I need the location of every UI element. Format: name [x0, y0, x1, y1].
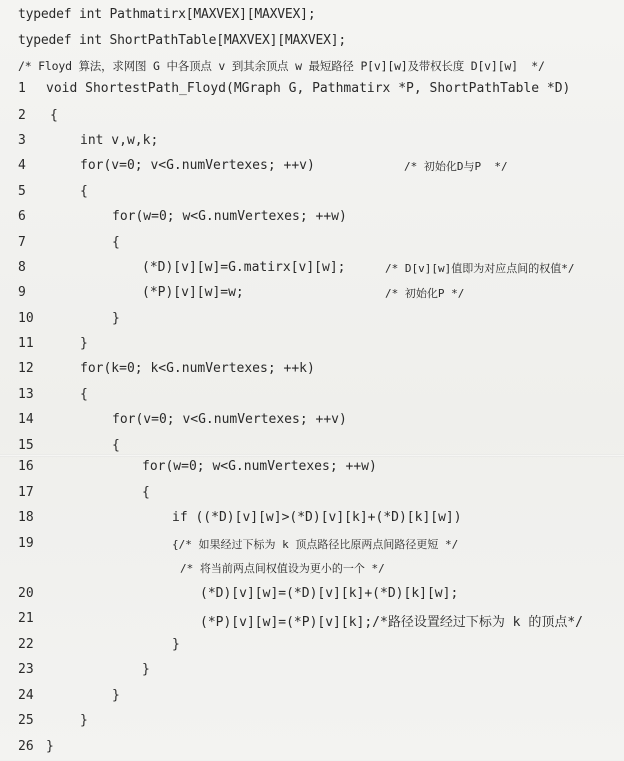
code-line	[0, 184, 624, 206]
code-line	[0, 611, 624, 633]
line-number: 26	[18, 739, 34, 754]
line-number: 23	[18, 662, 34, 677]
code-line	[0, 713, 624, 735]
code-line	[0, 311, 624, 333]
typedef-pathmatirx: typedef int Pathmatirx[MAXVEX][MAXVEX];	[18, 7, 316, 22]
code-text: {	[112, 235, 120, 250]
line-number: 5	[18, 184, 26, 199]
line-number: 24	[18, 688, 34, 703]
code-text: (*P)[v][w]=(*P)[v][k];/*路径设置经过下标为 k 的顶点*/	[200, 615, 583, 630]
line-number: 9	[18, 285, 26, 300]
line-number: 14	[18, 412, 34, 427]
code-text: for(v=0; v<G.numVertexes; ++v)	[80, 158, 315, 173]
line-number: 25	[18, 713, 34, 728]
code-text: for(k=0; k<G.numVertexes; ++k)	[80, 361, 315, 376]
line-number: 10	[18, 311, 34, 326]
line-number: 7	[18, 235, 26, 250]
code-line	[0, 108, 624, 130]
line-number: 20	[18, 586, 34, 601]
code-line	[0, 235, 624, 257]
code-line	[0, 412, 624, 434]
code-line	[0, 637, 624, 659]
inline-comment: /* D[v][w]值即为对应点间的权值*/	[385, 262, 575, 275]
code-text: (*P)[v][w]=w;	[142, 285, 244, 300]
code-text: void ShortestPath_Floyd(MGraph G, Pathmatirx *P, ShortPathTable *D)	[46, 81, 571, 96]
code-line	[0, 510, 624, 532]
code-line	[0, 459, 624, 481]
code-text: }	[80, 336, 88, 351]
code-text: {	[142, 485, 150, 500]
line-number: 2	[18, 108, 26, 123]
code-line	[0, 133, 624, 155]
line-number: 6	[18, 209, 26, 224]
code-line	[0, 387, 624, 409]
line-number: 3	[18, 133, 26, 148]
code-text: }	[46, 739, 54, 754]
code-line	[0, 158, 624, 180]
code-line	[0, 662, 624, 684]
code-text: {	[112, 438, 120, 453]
inline-comment: /* 初始化P */	[385, 287, 465, 300]
code-text: /* 将当前两点间权值设为更小的一个 */	[180, 562, 385, 575]
code-text: }	[172, 637, 180, 652]
typedef-shortpathtable: typedef int ShortPathTable[MAXVEX][MAXVEX];	[18, 33, 346, 48]
code-text: if ((*D)[v][w]>(*D)[v][k]+(*D)[k][w])	[172, 510, 462, 525]
code-text: {	[80, 387, 88, 402]
code-line	[0, 209, 624, 231]
code-line	[0, 688, 624, 710]
inline-comment: /* 初始化D与P */	[404, 160, 508, 173]
code-text: }	[112, 311, 120, 326]
code-line	[0, 81, 624, 103]
code-text: (*D)[v][w]=G.matirx[v][w];	[142, 260, 346, 275]
line-number: 22	[18, 637, 34, 652]
line-number: 21	[18, 611, 34, 626]
code-line	[0, 560, 624, 582]
code-line	[0, 336, 624, 358]
code-text: {	[50, 108, 58, 123]
line-number: 11	[18, 336, 34, 351]
code-text: for(v=0; v<G.numVertexes; ++v)	[112, 412, 347, 427]
code-line	[0, 361, 624, 383]
code-text: }	[142, 662, 150, 677]
floyd-description-comment: /* Floyd 算法，求网图 G 中各顶点 v 到其余顶点 w 最短路径 P[v][w]及带权长度 D[v][w] */	[18, 59, 545, 73]
code-text: for(w=0; w<G.numVertexes; ++w)	[142, 459, 377, 474]
line-number: 4	[18, 158, 26, 173]
line-number: 17	[18, 485, 34, 500]
line-number: 16	[18, 459, 34, 474]
code-line	[0, 285, 624, 307]
code-text: int v,w,k;	[80, 133, 159, 148]
code-text: {	[80, 184, 88, 199]
code-line	[0, 438, 624, 460]
line-number: 8	[18, 260, 26, 275]
code-line	[0, 739, 624, 761]
code-line	[0, 260, 624, 282]
line-number: 19	[18, 536, 34, 551]
code-text: {/* 如果经过下标为 k 顶点路径比原两点间路径更短 */	[172, 538, 459, 551]
code-text: }	[80, 713, 88, 728]
code-line	[0, 586, 624, 608]
code-line	[0, 485, 624, 507]
code-line	[0, 536, 624, 558]
code-text: (*D)[v][w]=(*D)[v][k]+(*D)[k][w];	[200, 586, 459, 601]
line-number: 18	[18, 510, 34, 525]
line-number: 12	[18, 361, 34, 376]
line-number: 1	[18, 81, 26, 96]
line-number: 15	[18, 438, 34, 453]
line-number: 13	[18, 387, 34, 402]
code-text: }	[112, 688, 120, 703]
code-text: for(w=0; w<G.numVertexes; ++w)	[112, 209, 347, 224]
